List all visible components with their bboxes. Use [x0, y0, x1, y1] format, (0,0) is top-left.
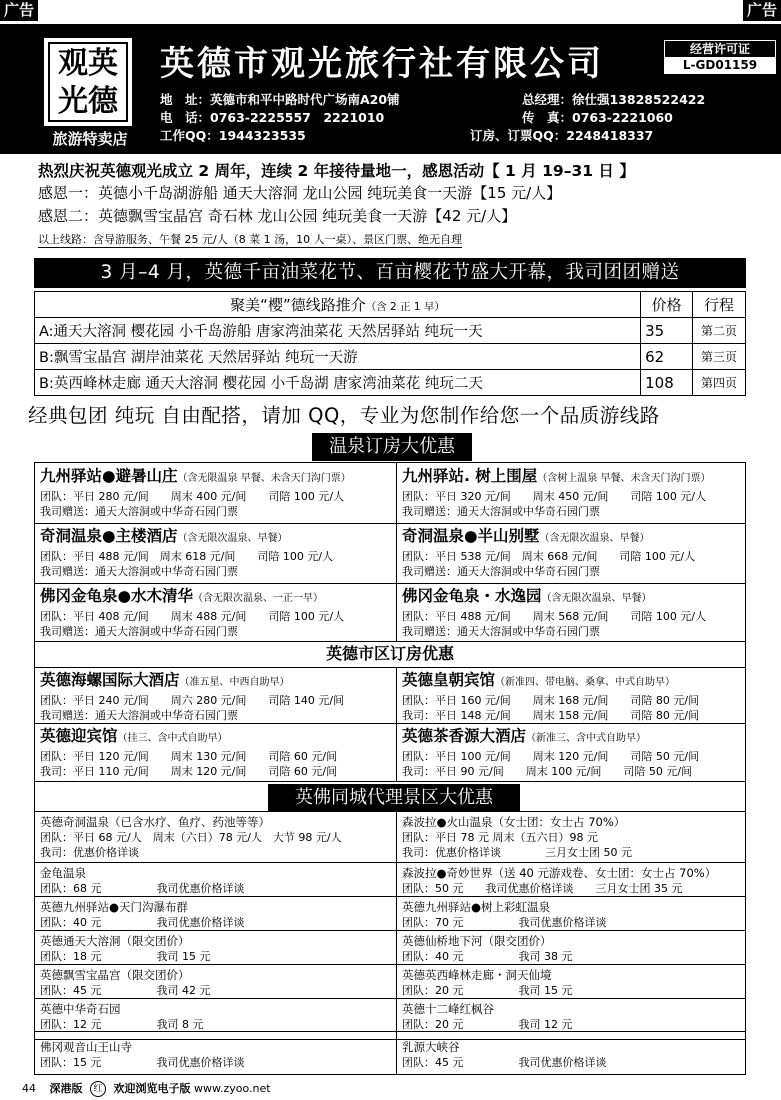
scenic-card [35, 864, 395, 897]
route-table-title: 聚美“樱”德线路推介（含 2 正 1 早） [35, 292, 641, 318]
route-description: B:飘雪宝晶宫 湖岸油菜花 天然居驿站 纯玩一天游 [35, 344, 641, 370]
route-row [35, 318, 746, 344]
edition-label: 深港版 [49, 1082, 83, 1095]
hotel-card [35, 465, 395, 520]
hotel-card [35, 725, 395, 780]
hotel-note: （含树上温泉 早餐、未含天门沟门票） [537, 473, 711, 484]
scenic-card [35, 966, 395, 999]
hotel-note: （含无限次温泉、早餐） [539, 533, 650, 544]
hotel-price: 团队：平日 488 元/间 周末 568 元/间 司陪 100 元/人 [402, 610, 707, 623]
scenic-name: 英德九州驿站●树上彩虹温泉 [402, 900, 551, 914]
hotel-grid [34, 462, 746, 1040]
route-description: A:通天大溶洞 樱花园 小千岛游船 唐家湾油菜花 天然居驿站 纯玩一天 [35, 318, 641, 344]
page-number: 44 [22, 1082, 36, 1095]
scenic-card [35, 898, 395, 931]
scenic-card [35, 1038, 395, 1071]
scenic-card [397, 813, 747, 861]
scenic-price: 团队：平日 68 元/人 周末（六日）78 元/人 大节 98 元/人 [40, 831, 342, 844]
hotel-price-ours: 我司：平日 110 元/间 周末 120 元/间 司陪 60 元/间 [40, 765, 338, 778]
hotel-name: 英德迎宾馆 [40, 727, 118, 745]
company-logo [44, 38, 132, 126]
hotel-card [397, 725, 747, 780]
price-column-header: 价格 [641, 292, 693, 318]
hotel-note: （挂三、含中式自助早） [117, 733, 228, 744]
scenic-card [397, 966, 747, 999]
manager: 总经理：徐仕强13828522422 [522, 92, 706, 107]
license-title: 经营许可证 [665, 41, 775, 57]
scenic-price: 团队：18 元 我司 15 元 [40, 950, 211, 963]
scenic-name: 金龟温泉 [40, 866, 86, 880]
magazine-seal: 红 [90, 1081, 106, 1097]
scenic-price: 团队：20 元 我司 12 元 [402, 1018, 573, 1031]
hot-spring-section-title: 温泉订房大优惠 [312, 433, 472, 461]
hotel-card [35, 585, 395, 640]
hotel-gift: 我司赠送：通天大溶洞或中华奇石园门票 [402, 625, 600, 638]
license-number: L-GD01159 [682, 58, 758, 72]
scenic-name: 佛冈观音山王山寺 [40, 1040, 132, 1054]
scenic-name: 英德奇洞温泉（已含水疗、鱼疗、药池等等） [40, 815, 270, 829]
hotel-name: 九州驿站●避暑山庄 [40, 467, 178, 485]
scenic-price: 团队：20 元 我司 15 元 [402, 984, 573, 997]
hotel-card [397, 585, 747, 640]
scenic-name: 英德十二峰红枫谷 [402, 1002, 494, 1016]
page-footer [0, 1078, 781, 1100]
hotel-price: 团队：平日 280 元/间 周末 400 元/间 司陪 100 元/人 [40, 490, 345, 503]
ad-label-left: 广告 [0, 0, 38, 21]
route-price: 35 [641, 318, 693, 344]
route-row [35, 370, 746, 396]
scenic-card [35, 1000, 395, 1033]
order-qq: 订房、订票QQ：2248418337 [470, 128, 654, 143]
hotel-card [397, 525, 747, 580]
hotel-card [35, 525, 395, 580]
scenic-name: 英德九州驿站●天门沟瀑布群 [40, 900, 189, 914]
scenic-card [397, 932, 747, 965]
scenic-card [35, 813, 395, 861]
hotel-note: （含无限次温泉、一正一早） [193, 593, 324, 604]
hotel-note: （新准三、含中式自助早） [526, 733, 647, 744]
hotel-note: （含无限次温泉、早餐） [541, 593, 652, 604]
scenic-name: 英德英西峰林走廊・洞天仙境 [402, 968, 552, 982]
promo-offer-2: 感恩二：英德飘雪宝晶宫 奇石林 龙山公园 纯玩美食一天游【42 元/人】 [38, 207, 517, 225]
scenic-price: 团队：45 元 我司优惠价格详谈 [402, 1056, 607, 1069]
license-box [664, 40, 776, 74]
hotel-gift: 我司赠送：通天大溶洞或中华奇石园门票 [40, 505, 238, 518]
promo-headline: 热烈庆祝英德观光成立 2 周年，连续 2 年接待量地一，感恩活动【 1 月 19–31 日 】 [38, 162, 635, 180]
hotel-gift: 我司赠送：通天大溶洞或中华奇石园门票 [402, 565, 600, 578]
logo-subtitle: 旅游特卖店 [52, 130, 128, 148]
promo-offer-1: 感恩一：英德小千岛湖游船 通天大溶洞 龙山公园 纯玩美食一天游【15 元/人】 [38, 184, 562, 202]
hotel-price-ours: 我司：平日 148 元/间 周末 158 元/间 司陪 80 元/间 [402, 709, 700, 722]
hotel-note: （准五星、中西自助早） [179, 677, 290, 688]
route-description: B:英西峰林走廊 通天大溶洞 樱花园 小千岛湖 唐家湾油菜花 纯玩二天 [35, 370, 641, 396]
route-table [34, 291, 746, 396]
route-page: 第四页 [693, 370, 746, 396]
scenic-price: 团队：40 元 我司优惠价格详谈 [40, 916, 245, 929]
hotel-note: （含无限次温泉、早餐） [177, 533, 288, 544]
scenic-card [397, 864, 747, 897]
hotel-gift: 我司赠送：通天大溶洞或中华奇石园门票 [40, 625, 238, 638]
hotel-price: 团队：平日 240 元/间 周六 280 元/间 司陪 140 元/间 [40, 694, 345, 707]
company-name: 英德市观光旅行社有限公司 [160, 44, 604, 84]
address: 地 址：英德市和平中路时代广场南A20铺 [160, 92, 400, 107]
scenic-last-row [34, 1031, 746, 1075]
hotel-note: （含无限温泉 早餐、未含天门沟门票） [177, 473, 351, 484]
scenic-price: 团队：平日 78 元 周末（五六日）98 元 [402, 831, 598, 844]
scenic-price: 团队：70 元 我司优惠价格详谈 [402, 916, 607, 929]
fax: 传 真：0763-2221060 [522, 110, 673, 125]
scenic-price: 团队：45 元 我司 42 元 [40, 984, 211, 997]
promo-note: 以上线路：含导游服务、午餐 25 元/人（8 菜 1 汤，10 人一桌）、景区门票、绝无自理 [38, 233, 463, 246]
scenic-name: 英德通天大溶洞（限交团价） [40, 934, 190, 948]
scenic-card [35, 932, 395, 965]
scenic-name: 英德飘雪宝晶宫（限交团价） [40, 968, 190, 982]
work-qq: 工作QQ：1944323535 [160, 128, 306, 143]
hotel-gift: 我司赠送：通天大溶洞或中华奇石园门票 [40, 565, 238, 578]
scenic-price: 团队：15 元 我司优惠价格详谈 [40, 1056, 245, 1069]
scenic-price: 团队：12 元 我司 8 元 [40, 1018, 204, 1031]
hotel-price: 团队：平日 538 元/间 周末 668 元/间 司陪 100 元/人 [402, 550, 696, 563]
hotel-gift: 我司赠送：通天大溶洞或中华奇石园门票 [40, 709, 238, 722]
scenic-price-ours: 我司：优惠价格详谈 三月女士团 50 元 [402, 846, 632, 859]
hotel-price-ours: 我司：平日 90 元/间 周末 100 元/间 司陪 50 元/间 [402, 765, 693, 778]
footer-text: 欢迎浏览电子版 [113, 1082, 191, 1095]
scenic-card [397, 898, 747, 931]
hotel-name: 奇洞温泉●主楼酒店 [40, 527, 178, 545]
hotel-name: 奇洞温泉●半山别墅 [402, 527, 540, 545]
company-header [0, 24, 781, 154]
route-price: 108 [641, 370, 693, 396]
hotel-note: （新准四、带电脑、桑拿、中式自助早） [495, 677, 676, 688]
route-page: 第二页 [693, 318, 746, 344]
hotel-price: 团队：平日 120 元/间 周末 130 元/间 司陪 60 元/间 [40, 750, 338, 763]
hotel-card [397, 669, 747, 724]
phone: 电 话：0763-2225557 2221010 [160, 110, 385, 125]
route-table-header [35, 292, 746, 318]
hotel-price: 团队：平日 488 元/间 周末 618 元/间 司陪 100 元/人 [40, 550, 334, 563]
scenic-name: 英德中华奇石园 [40, 1002, 121, 1016]
hotel-name: 英德海螺国际大酒店 [40, 671, 180, 689]
scenic-price: 团队：40 元 我司 38 元 [402, 950, 573, 963]
hotel-price: 团队：平日 100 元/间 周末 120 元/间 司陪 50 元/间 [402, 750, 700, 763]
hotel-name: 英德茶香源大酒店 [402, 727, 527, 745]
scenic-card [397, 1000, 747, 1033]
festival-banner: 3 月–4 月，英德千亩油菜花节、百亩樱花节盛大开幕，我司团团赠送 [34, 258, 746, 288]
scenic-name: 英德仙桥地下河（限交团价） [402, 934, 552, 948]
scenic-section-title: 英佛同城代理景区大优惠 [268, 784, 520, 812]
scenic-price: 团队：68 元 我司优惠价格详谈 [40, 882, 245, 895]
route-page: 第三页 [693, 344, 746, 370]
anniversary-promo [38, 160, 758, 248]
ad-label-right: 广告 [743, 0, 781, 21]
route-price: 62 [641, 344, 693, 370]
hotel-name: 佛冈金龟泉●水木清华 [40, 587, 194, 605]
hotel-price: 团队：平日 408 元/间 周末 488 元/间 司陪 100 元/人 [40, 610, 345, 623]
hotel-price: 团队：平日 160 元/间 周末 168 元/间 司陪 80 元/间 [402, 694, 700, 707]
hotel-card [35, 669, 395, 724]
scenic-name: 乳源大峡谷 [402, 1040, 460, 1054]
hotel-name: 英德皇朝宾馆 [402, 671, 496, 689]
scenic-card [397, 1038, 747, 1071]
logo-chars: 观英 光德 [58, 46, 118, 119]
hotel-price: 团队：平日 320 元/间 周末 450 元/间 司陪 100 元/人 [402, 490, 707, 503]
trip-column-header: 行程 [693, 292, 746, 318]
custom-tour-slogan: 经典包团 纯玩 自由配搭，请加 QQ，专业为您制作给您一个品质游线路 [28, 404, 660, 427]
hotel-card [397, 465, 747, 520]
hotel-name: 佛冈金龟泉・水逸园 [402, 587, 542, 605]
hotel-gift: 我司赠送：通天大溶洞或中华奇石园门票 [402, 505, 600, 518]
scenic-name: 森波拉●奇妙世界（送 40 元游戏卷、女士团：女士占 70%） [402, 866, 717, 880]
city-hotels-section-title: 英德市区订房优惠 [325, 644, 454, 663]
scenic-price: 团队：50 元 我司优惠价格详谈 三月女士团 35 元 [402, 882, 683, 895]
hotel-name: 九州驿站. 树上围屋 [402, 467, 538, 485]
scenic-price-ours: 我司：优惠价格详谈 [40, 846, 139, 859]
route-row [35, 344, 746, 370]
footer-website: www.zyoo.net [194, 1082, 271, 1095]
scenic-name: 森波拉●火山温泉（女士团：女士占 70%） [402, 815, 626, 829]
